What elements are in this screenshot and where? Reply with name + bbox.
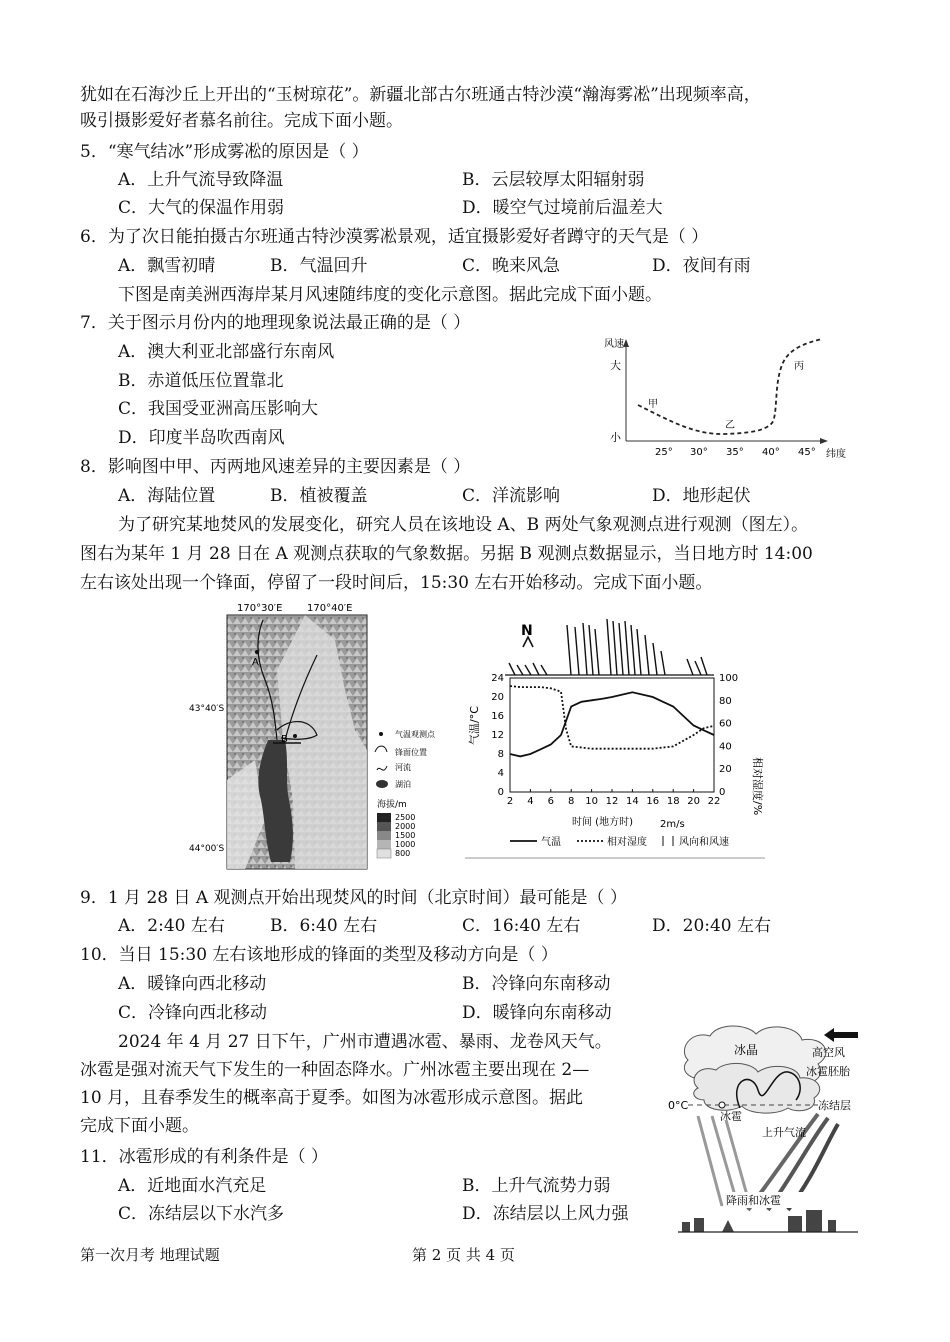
wind-arrow-19 — [687, 659, 693, 675]
wind-arrow-17 — [653, 643, 657, 675]
q8-option-b[interactable]: B．植被覆盖 — [270, 486, 368, 506]
wind-chart-y-low: 小 — [610, 431, 621, 444]
map-lon-1: 170°30′E — [237, 603, 283, 614]
wind-tick-40: 40° — [762, 447, 780, 458]
intro-2: 下图是南美洲西海岸某月风速随纬度的变化示意图。据此完成下面小题。 — [118, 285, 662, 305]
foehn-map — [185, 600, 435, 872]
q9-option-d[interactable]: D．20:40 左右 — [652, 916, 772, 936]
weather-xlabel: 时间 (地方时) — [572, 817, 633, 828]
q11-option-d[interactable]: D．冻结层以上风力强 — [462, 1204, 629, 1224]
wind-arrow-20 — [695, 661, 701, 675]
weather-plot-frame — [510, 678, 714, 792]
q6-option-b[interactable]: B．气温回升 — [270, 256, 368, 276]
wind-latitude-chart — [600, 335, 860, 463]
weather-ylabel-right: 相对湿度/% — [751, 757, 764, 816]
q5-option-b[interactable]: B．云层较厚太阳辐射弱 — [462, 170, 645, 190]
q7-stem: 7．关于图示月份内的地理现象说法最正确的是（ ） — [80, 313, 471, 333]
q11-option-b[interactable]: B．上升气流势力弱 — [462, 1176, 611, 1196]
wind-arrow-10 — [607, 619, 611, 675]
x-tick-10: 22 — [707, 796, 721, 807]
q11-option-a[interactable]: A．近地面水汽充足 — [118, 1176, 267, 1196]
weather-legend-wind: 风向和风速 — [679, 837, 729, 848]
intro3-line-2: 图右为某年 1 月 28 日在 A 观测点获取的气象数据。另据 B 观测点数据显示，当日地方时 14:00 — [80, 544, 813, 564]
x-tick-3: 8 — [568, 796, 575, 807]
q10-option-b[interactable]: B．冷锋向东南移动 — [462, 974, 611, 994]
wind-arrows — [505, 619, 714, 675]
map-point-b-dot — [293, 734, 297, 738]
wind-arrow-8 — [589, 625, 593, 675]
intro4-line-2: 冰雹是强对流天气下发生的一种固态降水。广州冰雹主要出现在 2— — [80, 1060, 590, 1080]
intro3-line-1: 为了研究某地焚风的发展变化，研究人员在该地设 A、B 两处气象观测点进行观测（图左）。 — [118, 515, 809, 535]
q10-option-c[interactable]: C．冷锋向西北移动 — [118, 1003, 268, 1023]
wind-point-jia: 甲 — [648, 399, 658, 410]
q7-option-b[interactable]: B．赤道低压位置靠北 — [118, 371, 284, 391]
q8-stem: 8．影响图中甲、丙两地风速差异的主要因素是（ ） — [80, 457, 471, 477]
q7-option-a[interactable]: A．澳大利亚北部盛行东南风 — [118, 342, 335, 362]
y-right-tick-2: 40 — [719, 741, 732, 753]
map-elev-5: 800 — [395, 849, 411, 858]
footer-page: 第 2 页 共 4 页 — [412, 1246, 515, 1264]
x-tick-6: 14 — [626, 796, 639, 807]
map-legend-point: 气温观测点 — [395, 730, 435, 739]
y-left-tick-6: 24 — [491, 673, 504, 684]
temperature-series — [510, 692, 714, 756]
wind-arrow-11 — [613, 621, 617, 675]
map-lat-2: 44°00′S — [189, 844, 225, 854]
map-legend-river: 河流 — [395, 763, 411, 772]
wind-chart-ylabel: 风速 — [604, 339, 624, 350]
weather-chart — [465, 615, 770, 863]
q5-option-d[interactable]: D．暖空气过境前后温差大 — [462, 198, 663, 218]
wind-arrow-16 — [645, 635, 649, 675]
map-elev-3: 1500 — [395, 831, 416, 840]
x-tick-4: 10 — [585, 796, 598, 807]
x-tick-8: 18 — [666, 796, 680, 807]
wind-arrow-3 — [533, 663, 539, 675]
q9-option-a[interactable]: A．2:40 左右 — [118, 916, 225, 936]
wind-arrow-5 — [567, 625, 571, 675]
q10-option-d[interactable]: D．暖锋向东南移动 — [462, 1003, 612, 1023]
q9-option-b[interactable]: B．6:40 左右 — [270, 916, 378, 936]
wind-arrow-12 — [619, 623, 623, 675]
footer-left: 第一次月考 地理试题 — [80, 1246, 220, 1264]
wind-arrow-7 — [583, 623, 587, 675]
wind-arrow-6 — [575, 627, 579, 675]
q9-stem: 9．1 月 28 日 A 观测点开始出现焚风的时间（北京时间）最可能是（ ） — [80, 888, 627, 908]
y-right-tick-5: 100 — [719, 673, 739, 684]
hail-label: 冰雹 — [720, 1110, 742, 1123]
hail-ice-crystal: 冰晶 — [734, 1043, 759, 1057]
y-left-tick-3: 12 — [491, 730, 504, 741]
map-lat-1: 43°40′S — [189, 704, 225, 714]
wind-point-bing: 丙 — [794, 361, 804, 372]
hail-zero-label: 0°C — [668, 1099, 689, 1112]
hail-freeze-layer: 冻结层 — [818, 1099, 851, 1112]
intro-line-1: 犹如在石海沙丘上开出的“玉树琼花”。新疆北部古尔班通古特沙漠“瀚海雾凇”出现频率高， — [80, 85, 761, 105]
x-tick-2: 6 — [547, 796, 554, 807]
q6-option-a[interactable]: A．飘雪初晴 — [118, 256, 216, 276]
wind-point-yi: 乙 — [725, 420, 735, 431]
map-elev-4: 1000 — [395, 840, 416, 849]
y-right-tick-0: 0 — [719, 787, 726, 798]
hail-updraft: 上升气流 — [762, 1126, 806, 1139]
wind-tick-45: 45° — [798, 447, 816, 458]
intro4-line-4: 完成下面小题。 — [80, 1116, 199, 1136]
q5-stem: 5．“寒气结冰”形成雾凇的原因是（ ） — [80, 142, 369, 162]
wind-tick-35: 35° — [726, 447, 744, 458]
map-legend-front: 锋面位置 — [395, 748, 427, 757]
y-left-tick-5: 20 — [491, 692, 504, 703]
map-point-a: A — [252, 657, 259, 668]
wind-arrow-14 — [631, 625, 635, 675]
wind-tick-25: 25° — [655, 447, 673, 458]
q6-option-d[interactable]: D．夜间有雨 — [652, 256, 751, 276]
q5-option-c[interactable]: C．大气的保温作用弱 — [118, 198, 285, 218]
map-elev-2: 2000 — [395, 822, 416, 831]
x-tick-0: 2 — [506, 796, 514, 807]
q8-option-d[interactable]: D．地形起伏 — [652, 486, 751, 506]
q10-stem: 10．当日 15:30 左右该地形成的锋面的类型及移动方向是（ ） — [80, 945, 558, 965]
map-lon-2: 170°40′E — [307, 603, 353, 614]
y-left-tick-0: 0 — [497, 787, 504, 798]
weather-legend-temp: 气温 — [541, 837, 561, 848]
wind-tick-30: 30° — [690, 447, 708, 458]
map-elev-1: 2500 — [395, 813, 416, 822]
y-left-tick-4: 16 — [491, 711, 504, 722]
y-left-tick-2: 8 — [497, 749, 504, 760]
wind-arrow-13 — [625, 621, 629, 675]
q11-stem: 11．冰雹形成的有利条件是（ ） — [80, 1147, 329, 1167]
wind-chart-y-high: 大 — [610, 359, 621, 372]
q7-option-c[interactable]: C．我国受亚洲高压影响大 — [118, 399, 319, 419]
humidity-series — [510, 686, 714, 749]
y-left-tick-1: 4 — [497, 768, 504, 779]
q6-stem: 6．为了次日能拍摄古尔班通古特沙漠雾凇景观，适宜摄影爱好者蹲守的天气是（ ） — [80, 227, 709, 247]
q9-option-c[interactable]: C．16:40 左右 — [462, 916, 581, 936]
q10-option-a[interactable]: A．暖锋向西北移动 — [118, 974, 267, 994]
q6-option-c[interactable]: C．晚来风急 — [462, 256, 561, 276]
weather-ylabel-left: 气温/°C — [468, 706, 481, 745]
wind-arrow-2 — [525, 665, 531, 675]
q8-option-a[interactable]: A．海陆位置 — [118, 486, 216, 506]
wind-chart-xlabel: 纬度 — [826, 449, 846, 460]
map-point-a-dot — [255, 650, 259, 654]
wind-arrow-0 — [509, 663, 515, 675]
wind-arrow-21 — [701, 657, 707, 675]
wind-scale-label: 2m/s — [660, 819, 685, 830]
y-right-tick-1: 20 — [719, 764, 732, 776]
hail-upper-wind: 高空风 — [812, 1046, 845, 1059]
x-tick-7: 16 — [646, 796, 660, 807]
weather-legend-humidity: 相对湿度 — [607, 837, 647, 848]
wind-arrow-1 — [517, 665, 523, 675]
city-buildings — [682, 1210, 836, 1232]
map-legend-lake: 湖泊 — [395, 780, 411, 789]
intro4-line-1: 2024 年 4 月 27 日下午，广州市遭遇冰雹、暴雨、龙卷风天气。 — [118, 1032, 612, 1052]
x-tick-5: 12 — [605, 796, 619, 807]
q7-option-d[interactable]: D．印度半岛吹西南风 — [118, 428, 285, 448]
north-label: N — [521, 623, 533, 639]
hail-diagram — [668, 1020, 878, 1240]
intro3-line-3: 左右该处出现一个锋面，停留了一段时间后，15:30 左右开始移动。完成下面小题。 — [80, 573, 713, 593]
map-point-b: B — [281, 734, 288, 745]
hail-embryo: 冰雹胚胎 — [806, 1065, 850, 1078]
y-right-tick-3: 60 — [719, 718, 732, 730]
intro4-line-3: 10 月，且春季发生的概率高于夏季。如图为冰雹形成示意图。据此 — [80, 1088, 584, 1108]
map-elev-title: 海拔/m — [377, 800, 407, 810]
x-tick-1: 4 — [527, 796, 534, 807]
q11-option-c[interactable]: C．冻结层以下水汽多 — [118, 1204, 285, 1224]
hail-rain-and-hail: 降雨和冰雹 — [726, 1194, 781, 1207]
intro-line-2: 吸引摄影爱好者慕名前往。完成下面小题。 — [80, 111, 403, 131]
wind-arrow-9 — [595, 629, 599, 675]
wind-arrow-18 — [661, 651, 665, 675]
wind-arrow-4 — [541, 665, 547, 675]
q8-option-c[interactable]: C．洋流影响 — [462, 486, 561, 506]
y-right-tick-4: 80 — [719, 695, 732, 707]
q5-option-a[interactable]: A．上升气流导致降温 — [118, 170, 284, 190]
wind-arrow-15 — [637, 629, 641, 675]
x-tick-9: 20 — [687, 796, 700, 807]
